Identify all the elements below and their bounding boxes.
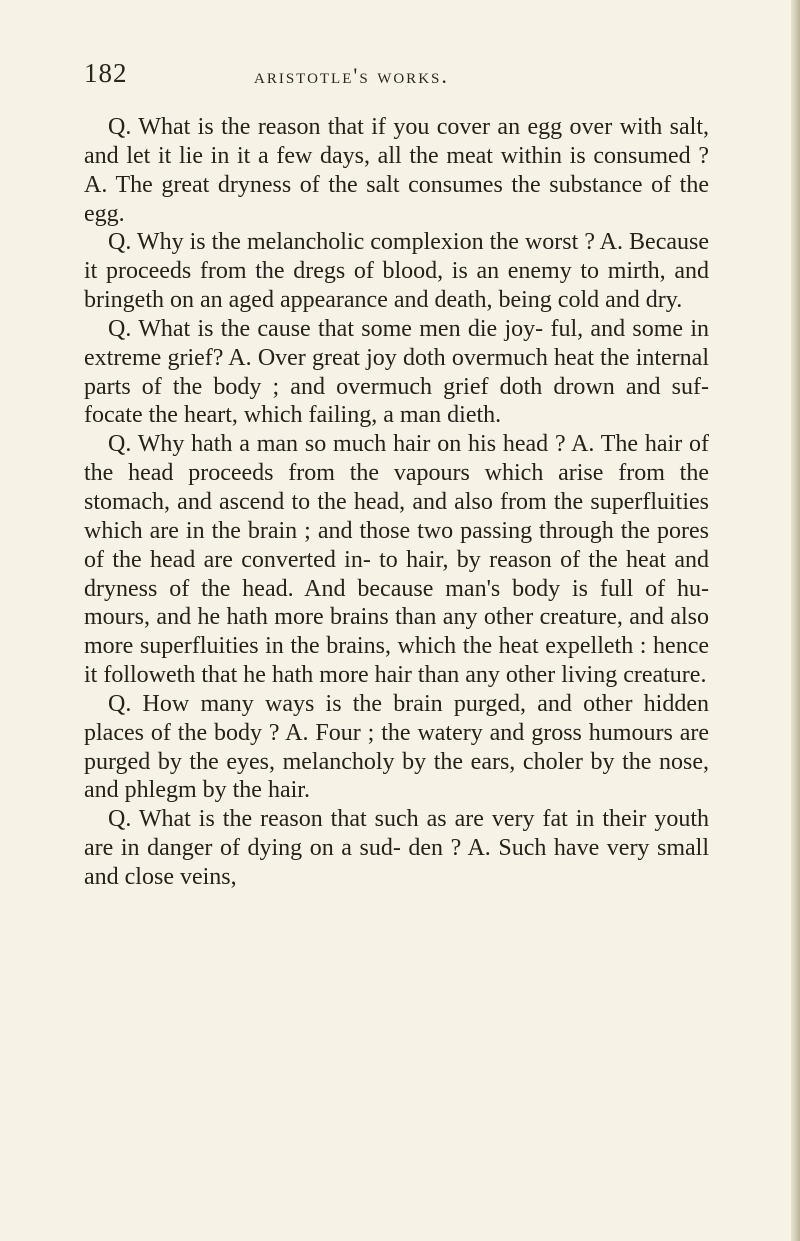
running-head: aristotle's works.: [254, 63, 449, 88]
paragraph-melancholic-complexion: Q. Why is the melancholic complexion the worst ? A. Because it proceeds from the dregs of blood, is an enemy to mirth, and bringeth on an aged appearance and death, being cold and dry.: [84, 229, 709, 314]
paragraph-joy-grief: Q. What is the cause that some men die joy- ful, and some in extreme grief? A. Over great joy doth overmuch heat the internal parts of the body ; and overmuch grief doth drown and suf- focate the heart, which failing, a man dieth.: [84, 315, 709, 429]
page-header: [84, 58, 784, 98]
paragraph-hair-on-head: Q. Why hath a man so much hair on his head ? A. The hair of the head proceeds from the vapours which arise from the stomach, and ascend to the head, and also from the superfluities which are in the brain ; and those two passing through the pores of the head are converted in- to hair, by reason of the heat and dryness of the head. And because man's body is full of hu- mours, and he hath more brains than any other creature, and also more superfluities in the brains, which the heat expelleth : hence it followeth that he hath more hair than any other living creature.: [84, 431, 709, 689]
paragraph-fat-youth: Q. What is the reason that such as are very fat in their youth are in danger of dying on a sud- den ? A. Such have very small and close veins,: [84, 806, 709, 890]
body-text: [84, 113, 709, 892]
paragraph-brain-purged: Q. How many ways is the brain purged, and other hidden places of the body ? A. Four ; the watery and gross humours are purged by the eyes, melancholy by the ears, choler by the nose, and phlegm by the hair.: [84, 690, 709, 804]
page-edge: [791, 0, 800, 1241]
paragraph-egg-salt: Q. What is the reason that if you cover an egg over with salt, and let it lie in it a few days, all the meat within is consumed ? A. The great dryness of the salt consumes the substance of the egg.: [84, 114, 709, 227]
page-number: 182: [84, 58, 128, 88]
